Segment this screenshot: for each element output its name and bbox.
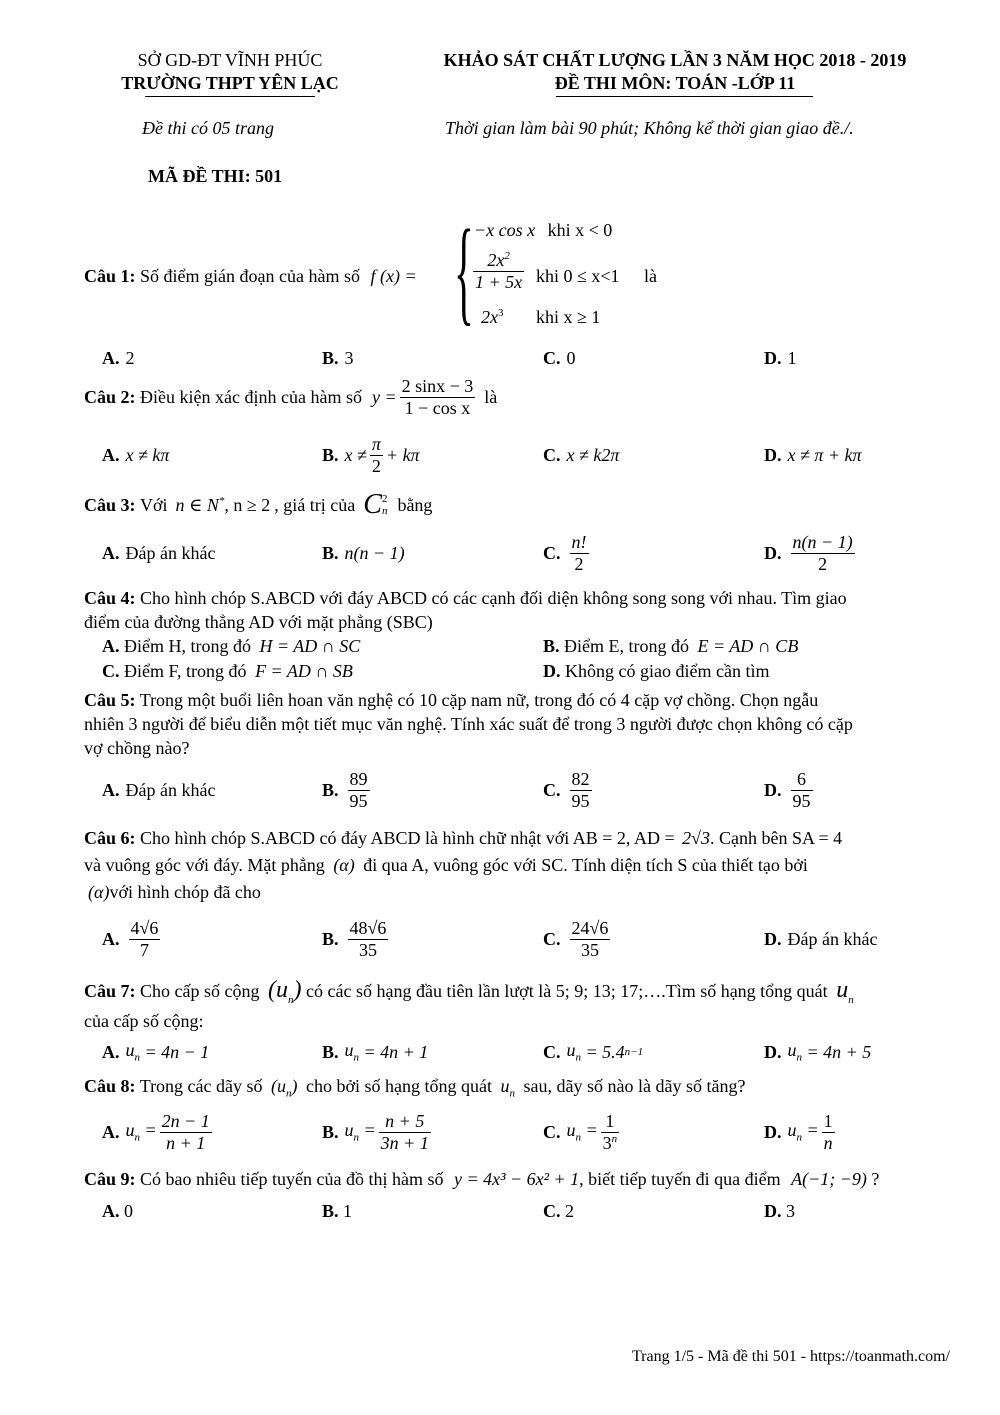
question-3-mid: , giá trị của [274, 494, 356, 515]
q4-option-b[interactable]: B. Điểm E, trong đó E = AD ∩ CB [543, 636, 799, 656]
question-8-label: Câu 8: [84, 1076, 136, 1096]
question-9 [84, 1169, 879, 1191]
case-3 [481, 307, 504, 329]
question-6-alpha: (α) [333, 855, 355, 875]
question-9-tail: ? [871, 1169, 880, 1189]
question-4 [84, 586, 950, 634]
question-9-text2: , biết tiếp tuyến đi qua điểm [579, 1169, 781, 1189]
q1-option-d[interactable]: D. 1 [764, 347, 797, 368]
question-3-text: Với [140, 494, 168, 515]
page-footer: Trang 1/5 - Mã đề thi 501 - https://toanmath.com/ [631, 1348, 950, 1365]
case-2-fraction [473, 250, 524, 292]
subject-underline [556, 96, 813, 97]
question-5-options [0, 765, 1000, 815]
case-1-expr: −x cos x [474, 220, 536, 240]
question-4-line1: Cho hình chóp S.ABCD với đáy ABCD có các cạnh đối diện không song song với nhau. Tìm giao [140, 588, 847, 608]
combination-symbol: C [363, 489, 382, 520]
q3-option-d[interactable]: D. $\frac{n(n - 1)}{2}$ [764, 531, 853, 574]
case-2 [470, 250, 527, 292]
question-2-label: Câu 2: [84, 386, 136, 407]
q2-option-c[interactable]: C. x ≠ k2π [543, 444, 620, 465]
q6-option-d[interactable]: D. Đáp án khác [764, 928, 878, 949]
question-7-text2: có các số hạng đầu tiên lần lượt là 5; 9; 13; 17;….Tìm số hạng tổng quát [306, 981, 828, 1001]
q4-option-d[interactable]: D. Không có giao điểm cần tìm [543, 661, 770, 681]
case-3-condition: khi x ≥ 1 [536, 307, 601, 327]
q9-option-d[interactable]: D. 3 [764, 1201, 795, 1221]
question-3 [0, 480, 1000, 530]
q7-option-c[interactable]: C. $u_n$ = 5.4 n−1 [543, 1040, 644, 1064]
question-2-fraction [400, 376, 476, 418]
q2-option-a[interactable]: A. x ≠ kπ [102, 444, 170, 465]
pages-note: Đề thi có 05 trang [142, 118, 274, 138]
question-5 [84, 688, 950, 760]
time-note: Thời gian làm bài 90 phút; Không kể thời gian giao đề./. [445, 118, 854, 138]
exam-title: KHẢO SÁT CHẤT LƯỢNG LẦN 3 NĂM HỌC 2018 - 2019 [443, 50, 907, 70]
q6-option-b[interactable]: B. $\frac{48√6}{35}$ [322, 917, 387, 960]
question-5-line1: Trong một buổi liên hoan văn nghệ có 10 cặp nam nữ, trong đó có 4 cặp vợ chồng. Chọn ngẫu [139, 690, 819, 710]
question-2-tail: là [484, 386, 498, 407]
question-7-seq: $(u_n)$ [268, 977, 302, 1006]
case-3-exp: 3 [498, 307, 504, 319]
question-5-line3: vợ chồng nào? [84, 738, 190, 758]
question-8-text1: Trong các dãy số [139, 1076, 263, 1096]
question-1 [84, 266, 417, 288]
school-underline [145, 96, 315, 97]
question-6-line1a: Cho hình chóp S.ABCD có đáy ABCD là hình chữ nhật với AB = 2, AD = [140, 828, 675, 848]
question-9-text1: Có bao nhiêu tiếp tuyến của đồ thị hàm số [140, 1169, 444, 1189]
question-5-line2: nhiên 3 người để biểu diễn một tiết mục văn nghệ. Tính xác suất để trong 3 người được chọn không có cặp [84, 714, 853, 734]
case-2-num: 2x [487, 250, 505, 270]
question-7-un: $u_n$ [836, 977, 854, 1006]
q6-option-c[interactable]: C. $\frac{24√6}{35}$ [543, 917, 609, 960]
question-7-line2: của cấp số cộng: [84, 1011, 204, 1031]
q5-option-a[interactable]: A. Đáp án khác [102, 779, 216, 800]
q9-option-a[interactable]: A. 0 [102, 1201, 133, 1221]
q8-option-c[interactable]: C. $u_n$ = $\frac{1}{3^n}$ [543, 1110, 618, 1153]
q3-option-a[interactable]: A. Đáp án khác [102, 542, 216, 563]
question-9-point: A(−1; −9) [791, 1169, 867, 1189]
q3-option-b[interactable]: B. n(n − 1) [322, 542, 405, 563]
combination-indices: 2 n [381, 493, 388, 517]
q6-option-a[interactable]: A. $\frac{4√6}{7}$ [102, 917, 159, 960]
q3-option-c[interactable]: C. $\frac{n!}{2}$ [543, 531, 587, 574]
question-3-cond: n ∈ N* [175, 494, 225, 515]
case-1-cond: khi x < 0 [547, 220, 613, 240]
q4-option-a[interactable]: A. Điểm H, trong đó H = AD ∩ SC [102, 636, 361, 656]
question-8-options [0, 1107, 1000, 1157]
exam-code-label: MÃ ĐỀ THI [148, 166, 245, 186]
case-2-condition: khi 0 ≤ x<1 [536, 266, 620, 286]
case-3-expr: 2x [481, 307, 498, 327]
department-name: SỞ GD-ĐT VĨNH PHÚC [137, 50, 323, 70]
question-2-num: 2 sinx − 3 [401, 375, 474, 396]
question-3-tail: bằng [397, 494, 433, 515]
question-7-options [0, 1027, 1000, 1077]
question-6-line2b: đi qua A, vuông góc với SC. Tính diện tích S của thiết tạo bởi [363, 855, 808, 875]
question-8 [84, 1076, 745, 1101]
q8-option-a[interactable]: A. $u_n$ = $\frac{2n - 1}{n + 1}$ [102, 1110, 210, 1153]
q8-option-b[interactable]: B. $u_n$ = $\frac{n + 5}{3n + 1}$ [322, 1110, 429, 1153]
case-1 [474, 220, 612, 242]
q7-option-a[interactable]: A. $u_n$ = 4n − 1 [102, 1040, 210, 1064]
question-7-label: Câu 7: [84, 981, 136, 1001]
question-6-line3: với hình chóp đã cho [109, 882, 261, 902]
q2-option-b[interactable]: B. x ≠ $\frac{\pi}{2}$ + kπ [322, 433, 420, 476]
question-2-text: Điều kiện xác định của hàm số [140, 386, 362, 407]
question-4-label: Câu 4: [84, 588, 136, 608]
case-2-exp: 2 [504, 250, 510, 262]
question-7-text1: Cho cấp số cộng [140, 981, 260, 1001]
question-4-line2: điểm của đường thẳng AD với mặt phẳng (SBC) [84, 612, 433, 632]
exam-code-value: : 501 [244, 166, 283, 186]
q5-option-b[interactable]: B. $\frac{89}{95}$ [322, 768, 368, 811]
question-6-line2a: và vuông góc với đáy. Mặt phẳng [84, 855, 325, 875]
question-2-options [0, 430, 1000, 480]
question-9-label: Câu 9: [84, 1169, 136, 1189]
question-3-label: Câu 3: [84, 494, 136, 515]
question-6-label: Câu 6: [84, 828, 136, 848]
question-8-seq: $(u_n)$ [271, 1076, 298, 1100]
q4-option-c[interactable]: C. Điểm F, trong đó F = AD ∩ SB [102, 661, 353, 681]
exam-code [148, 166, 282, 188]
question-6-options [0, 914, 1000, 964]
q7-option-b[interactable]: B. $u_n$ = 4n + 1 [322, 1040, 429, 1064]
case-2-den: 1 + 5x [475, 271, 523, 292]
question-1-function: f (x) = [370, 266, 417, 286]
question-8-text2: cho bởi số hạng tổng quát [306, 1076, 493, 1096]
question-6 [84, 825, 950, 906]
question-8-text3: sau, dãy số nào là dãy số tăng? [523, 1076, 746, 1096]
question-6-line1-math: 2√3 [682, 828, 710, 848]
question-6-line1b: . Cạnh bên SA = 4 [709, 828, 843, 848]
question-8-un: $u_n$ [500, 1076, 516, 1100]
q1-option-b[interactable]: B. 3 [322, 347, 354, 368]
question-7 [84, 976, 854, 1007]
question-2 [0, 372, 1000, 422]
question-2-den: 1 − cos x [404, 397, 471, 418]
piecewise-brace: { [454, 205, 474, 336]
q7-option-d[interactable]: D. $u_n$ = 4n + 5 [764, 1040, 872, 1064]
q5-option-d[interactable]: D. $\frac{6}{95}$ [764, 768, 811, 811]
q9-option-b[interactable]: B. 1 [322, 1201, 353, 1221]
q9-option-c[interactable]: C. 2 [543, 1201, 574, 1221]
q2-option-d[interactable]: D. x ≠ π + kπ [764, 444, 862, 465]
q8-option-d[interactable]: D. $u_n$ = $\frac{1}{n}$ [764, 1110, 833, 1153]
question-1-tail: là [644, 266, 657, 286]
question-3-options [0, 528, 1000, 578]
exam-subject: ĐỀ THI MÔN: TOÁN -LỚP 11 [554, 73, 796, 93]
question-9-func: y = 4x³ − 6x² + 1 [453, 1169, 580, 1189]
q5-option-c[interactable]: C. $\frac{82}{95}$ [543, 768, 590, 811]
q1-option-a[interactable]: A. 2 [102, 347, 135, 368]
question-1-label: Câu 1: [84, 266, 136, 286]
q1-option-c[interactable]: C. 0 [543, 347, 576, 368]
question-1-text: Số điểm gián đoạn của hàm số [140, 266, 360, 286]
question-5-label: Câu 5: [84, 690, 136, 710]
question-6-alpha-2: (α) [88, 882, 110, 902]
question-2-lhs: y = [371, 386, 397, 407]
question-3-cond2: , n ≥ 2 [224, 494, 271, 515]
school-name: TRƯỜNG THPT YÊN LẠC [121, 73, 339, 93]
